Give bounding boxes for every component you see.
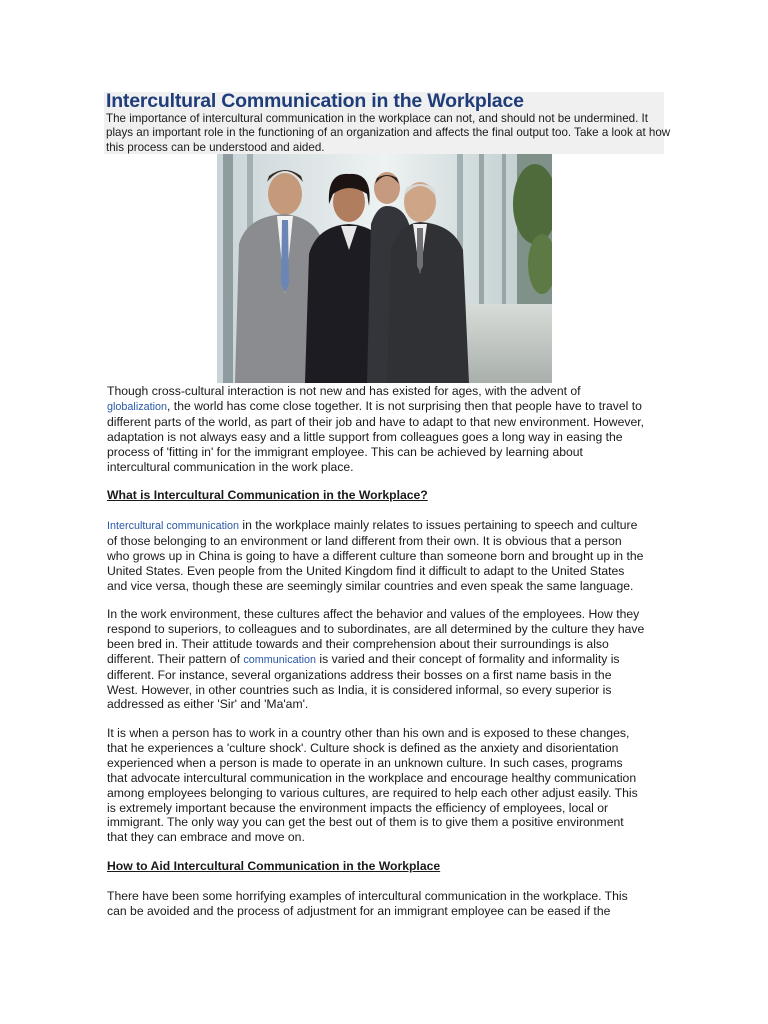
text-line [107,399,667,415]
text-line: adaptation is not always easy and a little support from colleagues goes a long way in easing the [107,429,623,444]
paragraph-5 [107,889,667,919]
intro-line: The importance of intercultural communication in the workplace can not, and should not be undermined. It [106,112,648,125]
intercultural-communication-link[interactable]: Intercultural communication [107,520,240,532]
text-line [107,518,667,534]
text-line: intercultural communication in the work place. [107,459,354,474]
paragraph-3 [107,607,667,712]
text-line: that he experiences a 'culture shock'. Culture shock is defined as the anxiety and disorientation [107,740,619,755]
section-heading-what-is: What is Intercultural Communication in the Workplace? [107,488,428,502]
text-line: addressed as either 'Sir' and 'Ma'am'. [107,697,309,712]
business-team-photo [217,154,552,383]
text-line: and vice versa, though these are seemingly similar countries and even speak the same language. [107,578,634,593]
text-line: In the work environment, these cultures affect the behavior and values of the employees. How they [107,607,640,621]
text-line [107,652,667,668]
section-heading-how-to-aid: How to Aid Intercultural Communication in the Workplace [107,859,441,873]
text-line: that they can embrace and move on. [107,830,305,845]
text-line: been bred in. Their attitude towards and their comprehension about their surroundings is also [107,636,609,651]
paragraph-2 [107,518,667,594]
text-line: West. However, in other countries such as India, it is considered informal, so every superior is [107,682,612,697]
communication-link[interactable]: communication [243,653,317,666]
text-line: of those belonging to an environment or land different from their own. It is obvious that a person [107,533,622,548]
text-segment: , the world has come close together. It is not surprising then that people have to travel to [167,398,642,413]
paragraph-1 [107,384,667,474]
text-line: among employees belonging to various cultures, are required to help each other adjust easily. This [107,785,638,800]
text-line: who grows up in China is going to have a different culture than someone born and brought up in the [107,548,644,563]
text-line: United States. Even people from the United Kingdom find it difficult to adapt to the United States [107,563,625,578]
globalization-link[interactable]: globalization [107,400,168,413]
text-segment: in the workplace mainly relates to issues pertaining to speech and culture [239,518,638,532]
article-title: Intercultural Communication in the Workplace [106,90,524,112]
intro-line: plays an important role in the functioning of an organization and affects the final output too. Take a look at how [106,126,671,140]
text-segment: is varied and their concept of formality and informality is [316,651,620,666]
intro-line: this process can be understood and aided. [106,140,325,154]
text-line: different. For instance, several organizations address their bosses on a first name basis in the [107,667,612,682]
text-line: is extremely important because the environment impacts the efficiency of employees, local or [107,800,609,815]
intro-paragraph [106,112,671,155]
text-line: that advocate intercultural communication in the workplace and encourage healthy communication [107,770,637,785]
text-line: respond to superiors, to colleagues and to subordinates, are all determined by the culture they have [107,621,645,636]
text-line: It is when a person has to work in a country other than his own and is exposed to these changes, [107,726,630,740]
text-line: process of 'fitting in' for the immigrant employee. This can be achieved by learning about [107,444,583,459]
text-line: can be avoided and the process of adjustment for an immigrant employee can be eased if the [107,903,611,918]
text-line: experienced when a person is made to operate in an unknown culture. In such cases, programs [107,755,623,770]
text-line: There have been some horrifying examples of intercultural communication in the workplace. This [107,889,628,903]
text-line: Though cross-cultural interaction is not new and has existed for ages, with the advent of [107,384,581,398]
text-line: immigrant. The only way you can get the best out of them is to give them a positive environment [107,815,624,830]
paragraph-4 [107,726,667,845]
text-segment: different. Their pattern of [107,651,244,666]
text-line: different parts of the world, as part of their job and have to adapt to that new environment. However, [107,414,645,429]
